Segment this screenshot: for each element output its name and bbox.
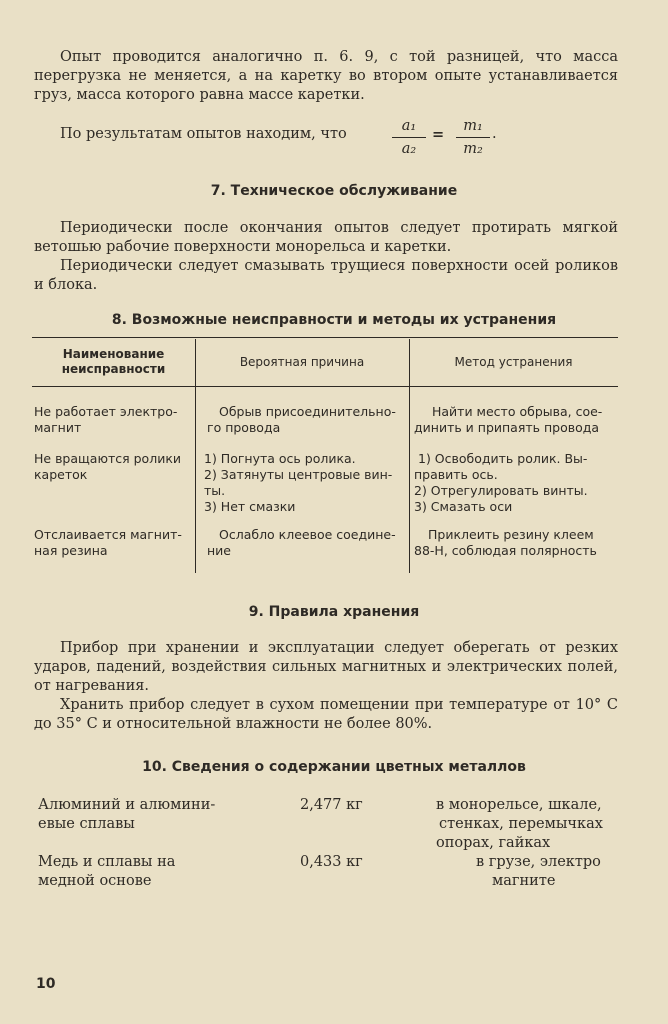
cell-line: в монорельсе, шкале, bbox=[436, 797, 602, 813]
section-9-paragraph-1: Прибор при хранении и эксплуатации следует оберегать от резких ударов, падений, воздействия сильных магнитных и электрических полей, от нагревания. bbox=[34, 640, 618, 694]
cell-line: Не вращаются ролики bbox=[34, 451, 181, 466]
section-9-paragraph-2: Хранить прибор следует в сухом помещении при температуре от 10° С до 35° С и относительной влажности не более 80%. bbox=[34, 697, 618, 732]
cell-line: Алюминий и алюмини- bbox=[38, 797, 216, 813]
cell-line: динить и припаять провода bbox=[414, 420, 600, 435]
denominator-a2: a₂ bbox=[401, 141, 417, 157]
cell-line: стенках, перемычках bbox=[439, 816, 603, 832]
row-2-fix bbox=[414, 451, 588, 515]
row-1-fault bbox=[34, 404, 177, 436]
cell-line: евые сплавы bbox=[38, 816, 135, 832]
cell-line: 1) Погнута ось ролика. bbox=[204, 451, 356, 466]
section-7-title: 7. Техническое обслуживание bbox=[210, 183, 458, 199]
cell-line: 88-Н, соблюдая полярность bbox=[414, 543, 597, 558]
cell-line: ная резина bbox=[34, 543, 108, 558]
cell-line: Найти место обрыва, сое- bbox=[432, 404, 603, 419]
metal-1-name bbox=[38, 796, 215, 834]
header-fault-name-line-1: Наименование bbox=[62, 347, 165, 361]
section-8-title: 8. Возможные неисправности и методы их устранения bbox=[111, 312, 557, 328]
page-number: 10 bbox=[36, 976, 56, 992]
cell-line: 3) Нет смазки bbox=[204, 499, 296, 514]
cell-line: править ось. bbox=[414, 467, 498, 482]
cell-line: 3) Смазать оси bbox=[414, 499, 513, 514]
numerator-a1: a₁ bbox=[401, 118, 417, 134]
formula-line bbox=[60, 116, 580, 164]
cell-line: ты. bbox=[204, 483, 226, 498]
cell-line: в грузе, электро bbox=[476, 854, 601, 870]
section-10-title: 10. Сведения о содержании цветных металлов bbox=[142, 759, 526, 775]
table-column-divider bbox=[409, 339, 410, 573]
row-3-cause bbox=[207, 527, 396, 559]
section-7-body bbox=[34, 219, 618, 295]
section-7-paragraph-2: Периодически следует смазывать трущиеся поверхности осей роликов и блока. bbox=[34, 258, 618, 293]
table-header-rule bbox=[32, 386, 618, 387]
intro-paragraph bbox=[34, 48, 618, 105]
fraction-bar bbox=[392, 137, 426, 138]
formula-period: . bbox=[492, 126, 497, 142]
cell-line: ние bbox=[207, 543, 231, 558]
header-fix-method: Метод устранения bbox=[454, 355, 573, 369]
header-fault-name bbox=[32, 347, 195, 377]
cell-line: Обрыв присоединительно- bbox=[219, 404, 396, 419]
header-probable-cause: Вероятная причина bbox=[239, 355, 365, 369]
row-1-cause bbox=[207, 404, 396, 436]
fraction-m bbox=[456, 116, 490, 159]
denominator-m2: m₂ bbox=[463, 141, 483, 157]
equals-sign: = bbox=[432, 126, 445, 143]
table-column-divider bbox=[195, 339, 196, 573]
cell-line: го провода bbox=[207, 420, 281, 435]
metals-table bbox=[38, 796, 622, 896]
cell-line: магнит bbox=[34, 420, 82, 435]
fraction-bar bbox=[456, 137, 490, 138]
cell-line: Не работает электро- bbox=[34, 404, 178, 419]
cell-line: магните bbox=[492, 873, 556, 889]
cell-line: медной основе bbox=[38, 873, 152, 889]
intro-text: Опыт проводится аналогично п. 6. 9, с той разницей, что масса перегрузка не меняется, а на каретку во втором опыте устанавливается груз, масса которого равна массе каретки. bbox=[34, 49, 618, 103]
faults-table bbox=[32, 337, 618, 573]
cell-line: 2) Затянуты центровые вин- bbox=[204, 467, 393, 482]
section-9-title: 9. Правила хранения bbox=[248, 604, 420, 620]
metal-2-mass: 0,433 кг bbox=[300, 854, 363, 870]
header-fault-name-line-2: неисправности bbox=[61, 362, 166, 376]
table-top-rule bbox=[32, 337, 618, 338]
row-1-fix bbox=[414, 404, 602, 436]
formula-lead: По результатам опытов находим, что bbox=[60, 126, 347, 142]
metal-2-name bbox=[38, 853, 175, 891]
metal-2-location bbox=[476, 853, 601, 891]
cell-line: Ослабло клеевое соедине- bbox=[219, 527, 396, 542]
row-3-fix bbox=[414, 527, 597, 559]
row-3-fault bbox=[34, 527, 182, 559]
metal-1-mass: 2,477 кг bbox=[300, 797, 363, 813]
section-7-paragraph-1: Периодически после окончания опытов следует протирать мягкой ветошью рабочие поверхности монорельса и каретки. bbox=[34, 220, 618, 255]
cell-line: Приклеить резину клеем bbox=[428, 527, 594, 542]
metal-1-location bbox=[436, 796, 603, 853]
numerator-m1: m₁ bbox=[463, 118, 483, 134]
cell-line: кареток bbox=[34, 467, 88, 482]
cell-line: 1) Освободить ролик. Вы- bbox=[418, 451, 588, 466]
row-2-fault bbox=[34, 451, 181, 483]
cell-line: опорах, гайках bbox=[436, 835, 551, 851]
cell-line: Медь и сплавы на bbox=[38, 854, 176, 870]
cell-line: 2) Отрегулировать винты. bbox=[414, 483, 588, 498]
cell-line: Отслаивается магнит- bbox=[34, 527, 182, 542]
row-2-cause bbox=[204, 451, 392, 515]
section-9-body bbox=[34, 639, 618, 734]
fraction-a bbox=[392, 116, 426, 159]
